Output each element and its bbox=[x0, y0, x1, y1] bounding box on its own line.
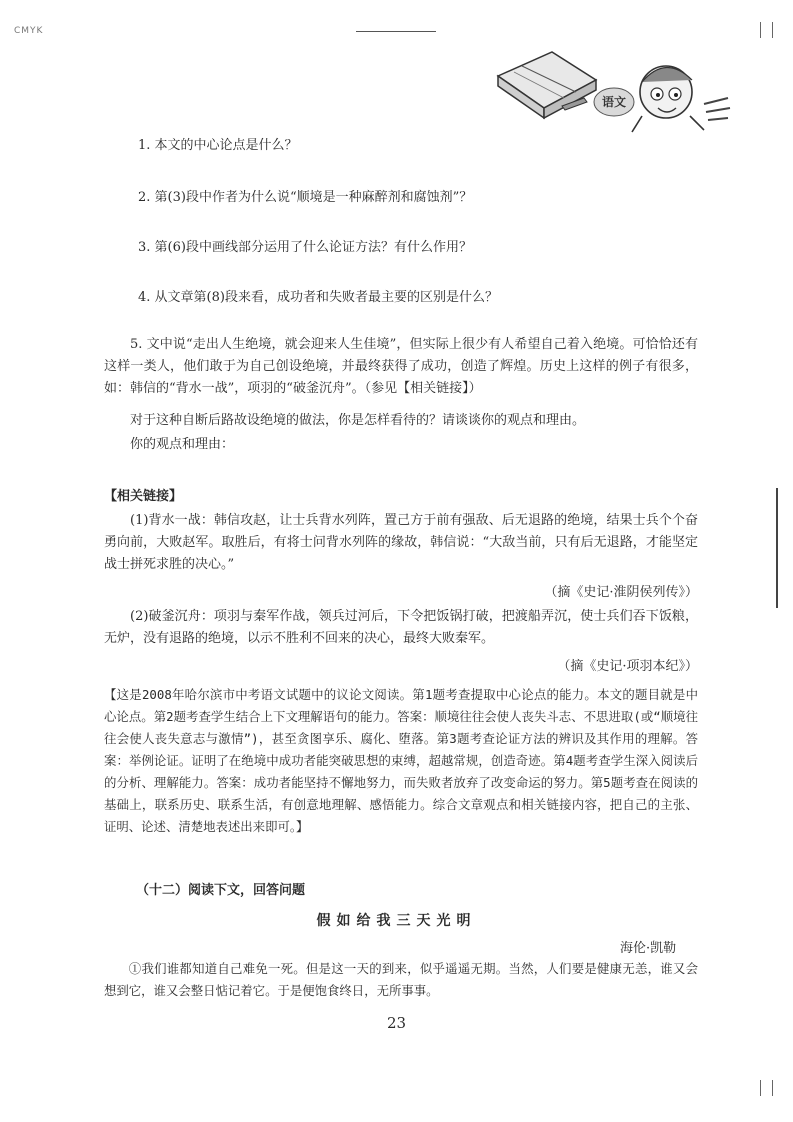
article-author: 海伦·凯勒 bbox=[620, 941, 677, 956]
header-rule bbox=[356, 31, 436, 32]
answer-label: 你的观点和理由： bbox=[130, 437, 235, 452]
crop-mark bbox=[772, 22, 773, 38]
related-link-2-source: （摘《史记·项羽本纪》） bbox=[557, 659, 698, 674]
crop-mark bbox=[760, 1080, 761, 1096]
chinese-subject-logo bbox=[492, 46, 738, 136]
page-number: 23 bbox=[386, 1014, 407, 1032]
subject-badge: 语文 bbox=[602, 95, 627, 109]
section-heading: （十二）阅读下文，回答问题 bbox=[136, 883, 306, 898]
question-1: 1. 本文的中心论点是什么？ bbox=[138, 138, 298, 153]
answer-analysis: 【这是2008年哈尔滨市中考语文试题中的议论文阅读。第1题考查提取中心论点的能力。本文的题目就是中心论点。第2题考查学生结合上下文理解语句的能力。答案：顺境往往会使人丧失斗志、不思进取(或“顺境往往会使人丧失意志与激情”)，甚至贪图享乐、腐化、堕落。第3题考查论证方法的辨识及其作用的理解。答案：举例论证。证明了在绝境中成功者能突破思想的束缚，超越常规，创造奇迹。第4题考查学生深入阅读后的分析、理解能力。答案：成功者能坚持不懈地努力，而失败者放弃了改变命运的努力。第5题考查在阅读的基础上，联系历史、联系生活，有创意地理解、感悟能力。综合文章观点和相关链接内容，把自己的主张、证明、论述、清楚地表述出来即可。】 bbox=[104, 687, 698, 834]
related-link-1-source: （摘《史记·淮阴侯列传》） bbox=[544, 585, 698, 600]
article-paragraph-1: ①我们谁都知道自己难免一死。但是这一天的到来，似乎遥遥无期。当然，人们要是健康无恙，谁又会想到它，谁又会整日惦记着它。于是便饱食终日，无所事事。 bbox=[104, 961, 698, 998]
article-title: 假如给我三天光明 bbox=[316, 913, 477, 929]
related-link-1: (1)背水一战：韩信攻赵，让士兵背水列阵，置己方于前有强敌、后无退路的绝境，结果士兵个个奋勇向前，大败赵军。取胜后，有将士问背水列阵的缘故，韩信说：“大敌当前，只有后无退路，才能坚定战士拼死求胜的决心。” bbox=[104, 513, 698, 572]
question-5: 5. 文中说“走出人生绝境，就会迎来人生佳境”，但实际上很少有人希望自己着入绝境。可恰恰还有这样一类人，他们敢于为自己创设绝境，并最终获得了成功，创造了辉煌。历史上这样的例子有很多，如：韩信的“背水一战”，项羽的“破釜沉舟”。（参见【相关链接】） bbox=[104, 337, 698, 396]
related-link-2: (2)破釜沉舟：项羽与秦军作战，领兵过河后，下令把饭锅打破，把渡船弄沉，使士兵们吞下饭粮，无炉，没有退路的绝境，以示不胜利不回来的决心，最终大败秦军。 bbox=[104, 609, 698, 646]
crop-mark bbox=[772, 1080, 773, 1096]
question-5-prompt: 对于这种自断后路故设绝境的做法，你是怎样看待的？请谈谈你的观点和理由。 bbox=[130, 413, 586, 428]
print-color-mark: CMYK bbox=[14, 26, 44, 36]
book-cartoon-icon bbox=[492, 46, 738, 136]
margin-rule bbox=[776, 488, 778, 608]
question-3: 3. 第(6)段中画线部分运用了什么论证方法？有什么作用？ bbox=[138, 240, 472, 255]
question-4: 4. 从文章第(8)段来看，成功者和失败者最主要的区别是什么？ bbox=[138, 290, 498, 305]
question-2: 2. 第(3)段中作者为什么说“顺境是一种麻醉剂和腐蚀剂”？ bbox=[138, 190, 473, 205]
related-links-heading: 【相关链接】 bbox=[104, 489, 183, 504]
crop-mark bbox=[760, 22, 761, 38]
